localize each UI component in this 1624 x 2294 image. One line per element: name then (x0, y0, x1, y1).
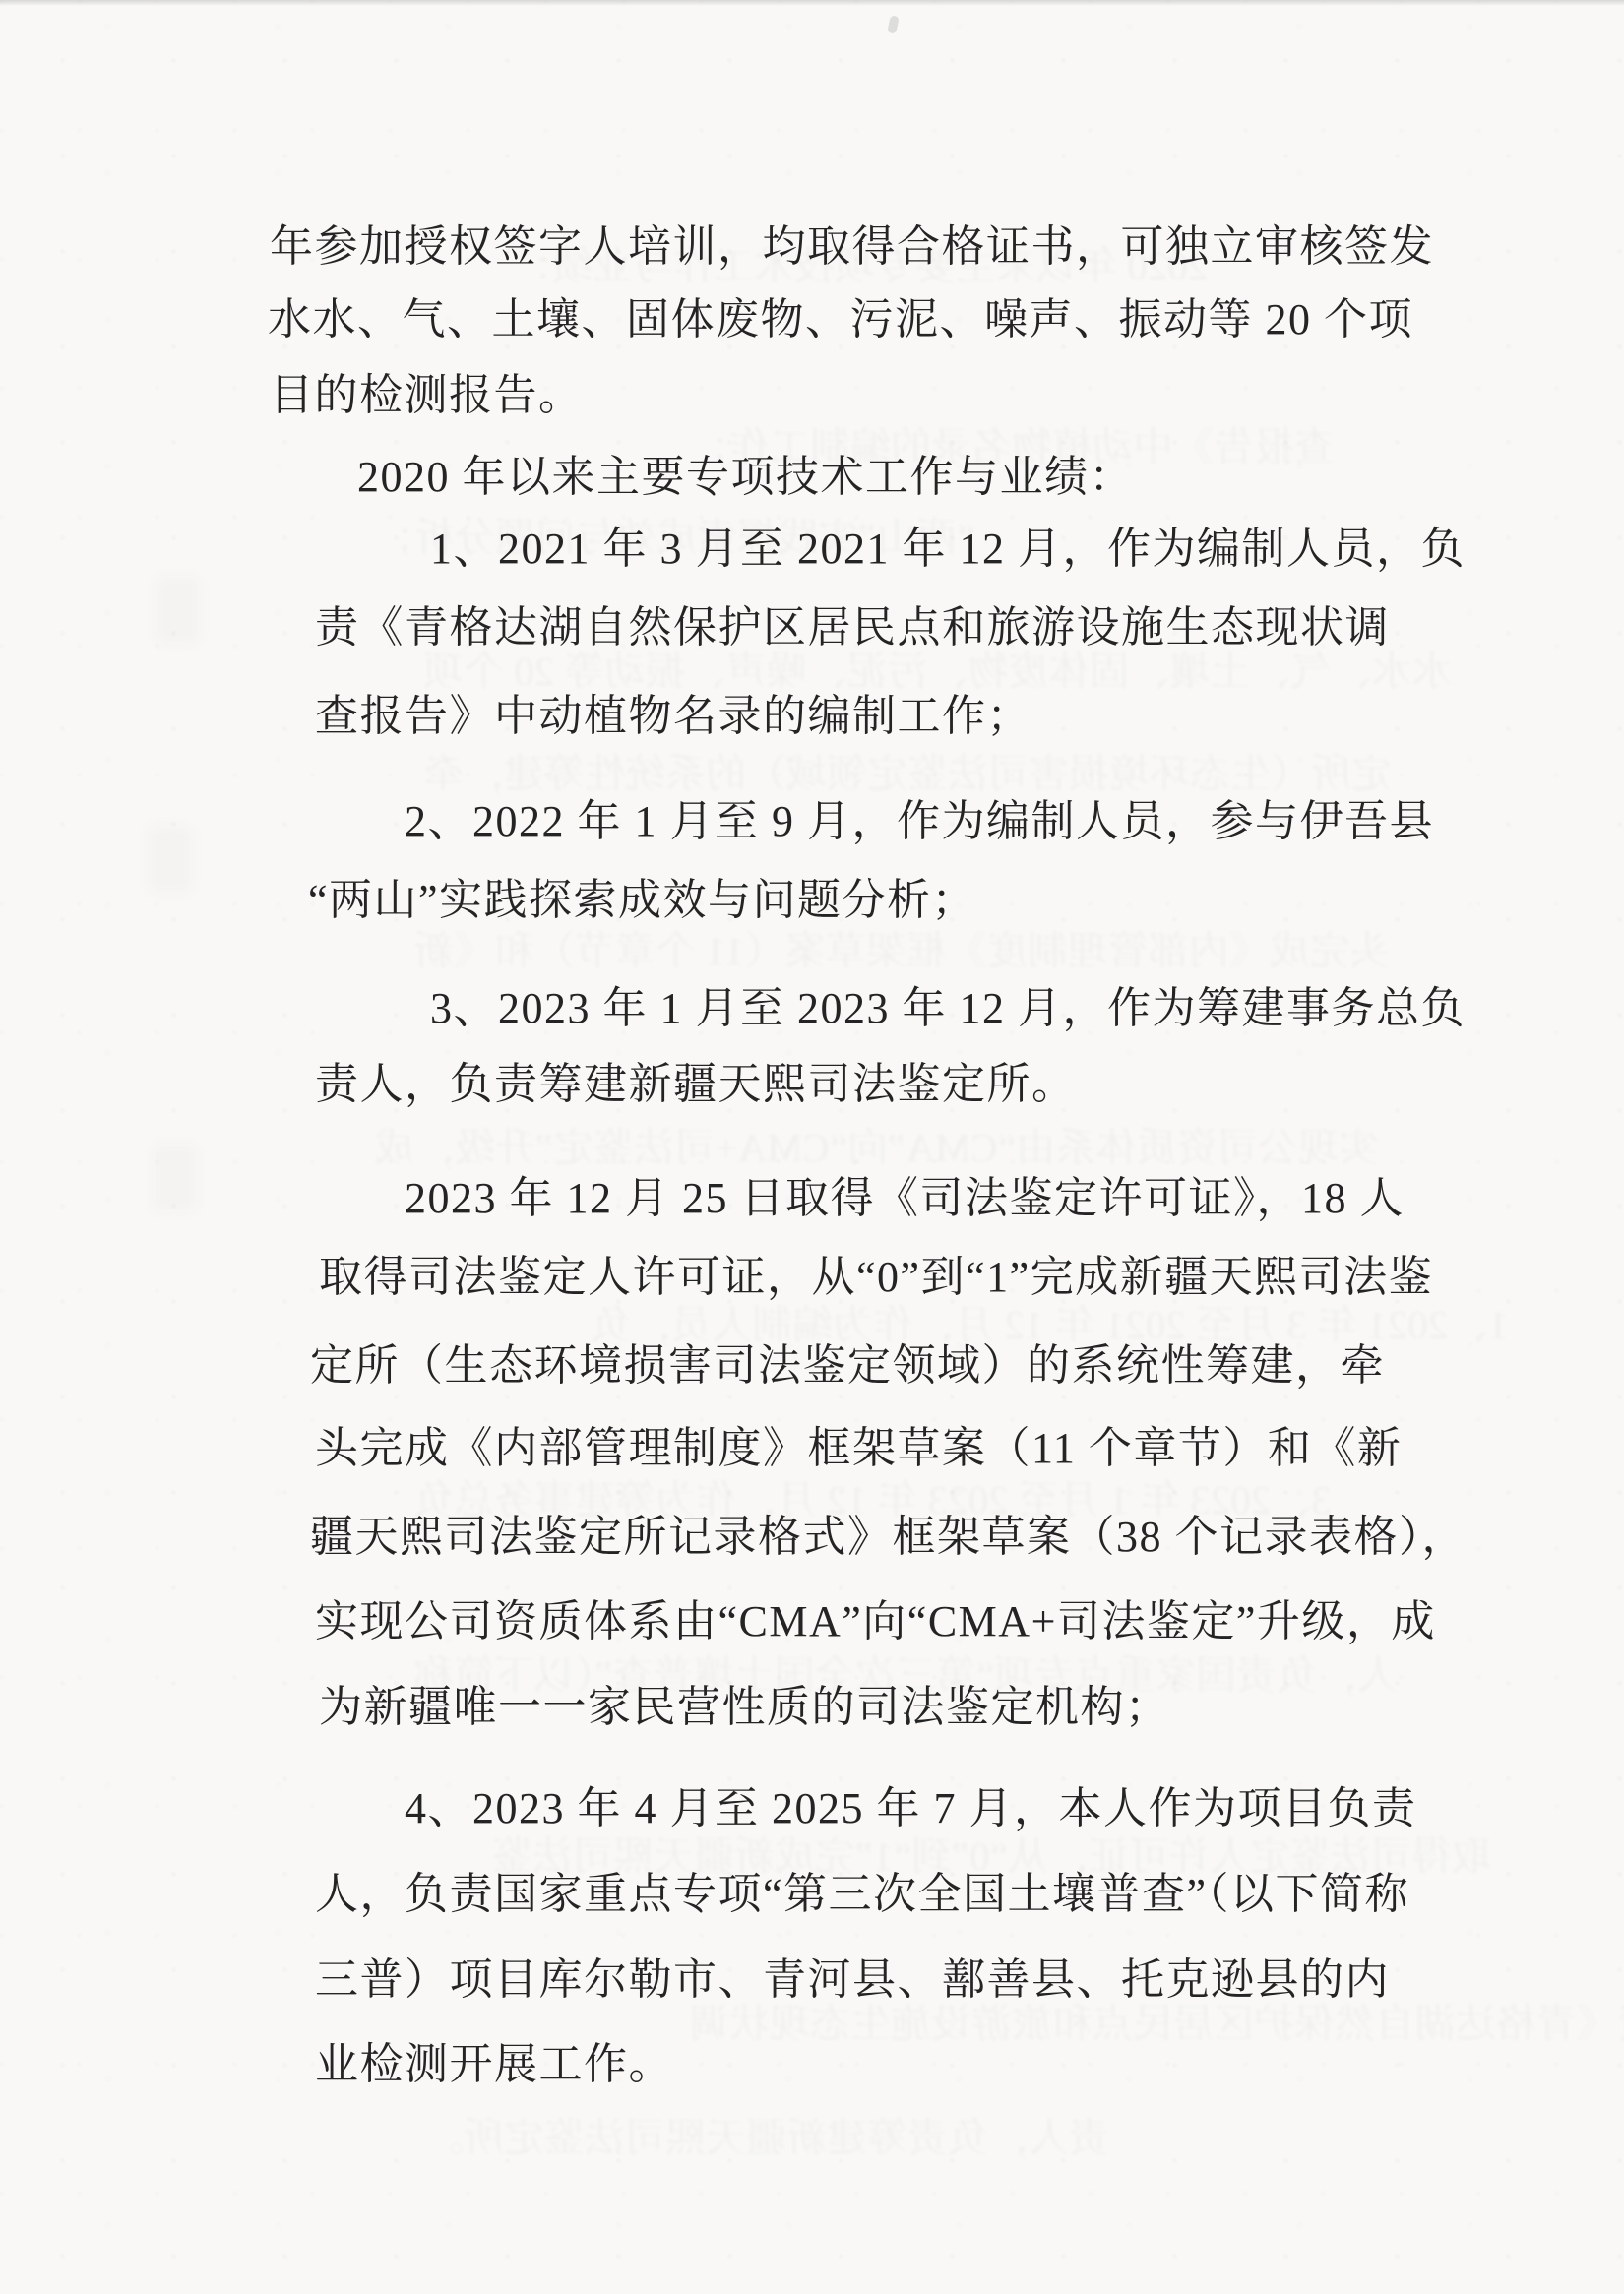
document-line: 责《青格达湖自然保护区居民点和旅游设施生态现状调 (315, 603, 1390, 651)
document-line: 取得司法鉴定人许可证，从“0”到“1”完成新疆天熙司法鉴 (319, 1253, 1434, 1301)
document-line: 2、2022 年 1 月至 9 月，作为编制人员，参与伊吾县 (405, 797, 1434, 845)
bleed-through-ghost-text (413, 927, 1391, 974)
document-line: 2020 年以来主要专项技术工作与业绩： (357, 453, 1134, 501)
document-line: 责人，负责筹建新疆天熙司法鉴定所。 (315, 1060, 1077, 1108)
document-line: 查报告》中动植物名录的编制工作； (315, 692, 1031, 740)
document-line: 业检测开展工作。 (315, 2040, 673, 2088)
document-line: 4、2023 年 4 月至 2025 年 7 月，本人作为项目负责 (405, 1784, 1417, 1832)
document-line: 实现公司资质体系由“CMA”向“CMA+司法鉴定”升级，成 (315, 1597, 1436, 1645)
document-line: 头完成《内部管理制度》框架草案（11 个章节）和《新 (315, 1424, 1403, 1472)
document-line: 人，负责国家重点专项“第三次全国土壤普查”（以下简称 (315, 1870, 1410, 1918)
document-line: “两山”实践探索成效与问题分析； (308, 876, 977, 924)
document-line: 3、2023 年 1 月至 2023 年 12 月，作为筹建事务总负 (430, 984, 1466, 1032)
document-line: 三普）项目库尔勒市、青河县、鄯善县、托克逊县的内 (315, 1955, 1390, 2004)
document-line: 2023 年 12 月 25 日取得《司法鉴定许可证》，18 人 (405, 1174, 1405, 1222)
bleed-through-ghost-text (423, 2114, 1109, 2161)
scan-top-edge (0, 0, 1624, 6)
bleed-through-ghost-text (423, 750, 1392, 797)
bleed-smudge (156, 576, 201, 645)
bleed-through-ghost-text (374, 1124, 1379, 1171)
bleed-through-ghost-text (423, 648, 1453, 695)
document-line: 定所（生态环境损害司法鉴定领域）的系统性筹建，牵 (310, 1341, 1385, 1390)
bleed-through-ghost-text (689, 2000, 1624, 2047)
bleed-smudge (153, 1144, 198, 1212)
document-line: 为新疆唯一一家民营性质的司法鉴定机构； (319, 1683, 1170, 1731)
document-line: 年参加授权签字人培训，均取得合格证书，可独立审核签发 (270, 222, 1434, 271)
document-line: 水水、气、土壤、固体废物、污泥、噪声、振动等 20 个项 (268, 295, 1413, 343)
document-line: 目的检测报告。 (270, 371, 584, 419)
scan-speck (887, 15, 900, 33)
document-line: 1、2021 年 3 月至 2021 年 12 月，作为编制人员，负 (430, 525, 1466, 573)
bleed-smudge (148, 825, 193, 894)
document-line: 疆天熙司法鉴定所记录格式》框架草案（38 个记录表格）， (310, 1513, 1467, 1561)
